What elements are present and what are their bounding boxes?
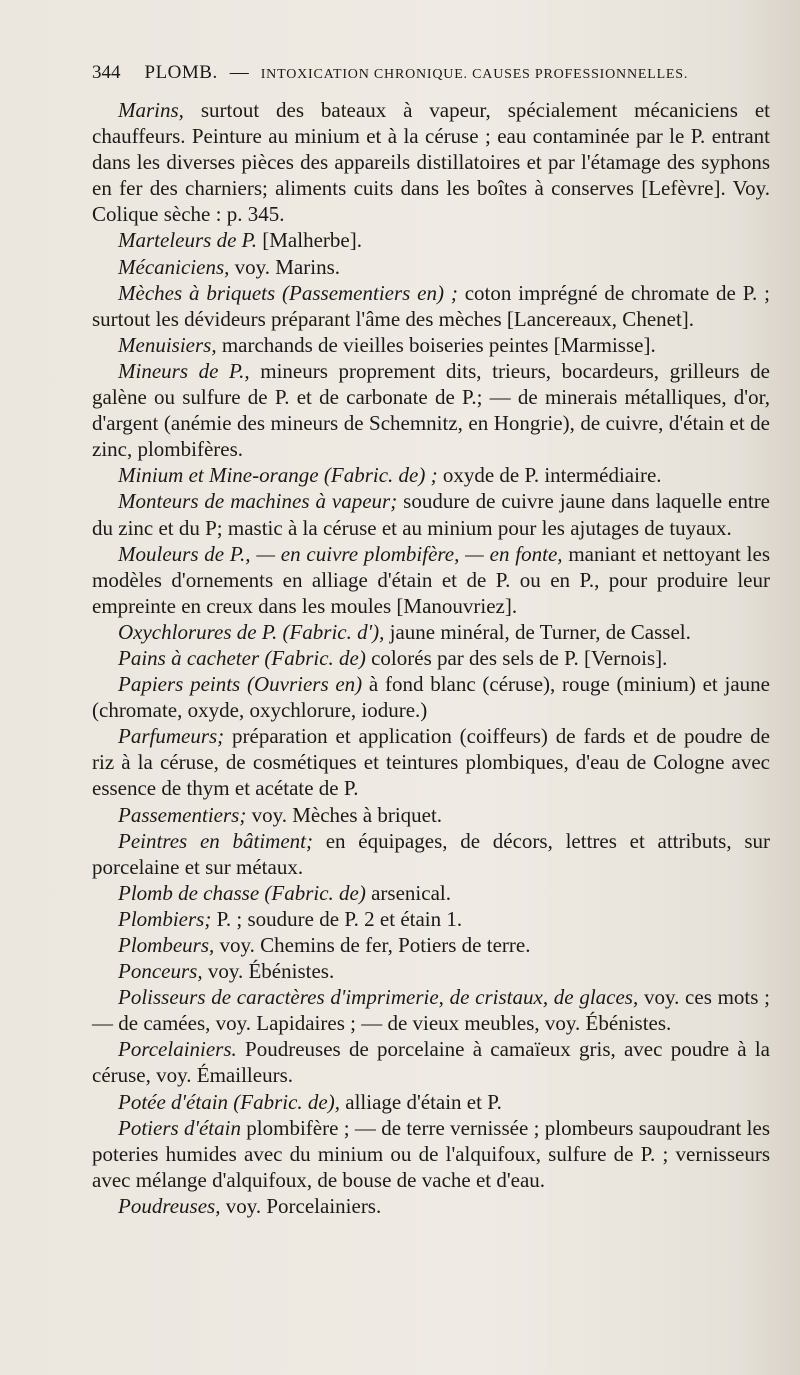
entry-text: voy. Porcelainiers. (220, 1193, 382, 1218)
entry-term: Minium et Mine-orange (Fabric. de) ; (118, 463, 438, 488)
entry-term: Pains à cacheter (Fabric. de) (118, 645, 366, 670)
entry-term: Oxychlorures de P. (Fabric. d'), (118, 619, 385, 644)
entry-term: Passementiers; (118, 802, 247, 827)
entry-text: préparation et application (coiffeurs) de fards et de poudre de riz à la céruse, de cosmétiques et teintures plombiques, d'eau de Cologne avec essence de thym et acétate de P. (92, 724, 770, 801)
entry-term: Ponceurs, (118, 959, 203, 984)
entry-pains (92, 645, 770, 671)
entry-text: en équipages, de décors, lettres et attributs, sur porcelaine et sur métaux. (92, 828, 770, 879)
entry-text: jaune minéral, de Turner, de Cassel. (384, 619, 691, 644)
entry-text: oxyde de P. intermédiaire. (437, 463, 662, 488)
entry-minium (92, 462, 770, 488)
entry-term: Poudreuses, (118, 1193, 221, 1218)
entry-monteurs (92, 488, 770, 540)
entry-term: Plombeurs, (118, 933, 215, 957)
entry-term: Mouleurs de P., — en cuivre plombifère, — en fonte, (118, 541, 563, 566)
entry-parfumeurs (92, 723, 770, 801)
entry-term: Porcelainiers. (118, 1037, 237, 1062)
entry-term: Polisseurs de caractères d'imprimerie, de cristaux, de glaces, (118, 985, 639, 1010)
entry-mineurs (92, 358, 770, 462)
entry-text: voy. Ébénistes. (202, 959, 335, 984)
entry-text: voy. Chemins de fer, Potiers de terre. (214, 933, 531, 957)
entry-papiers (92, 671, 770, 723)
entry-plomb-chasse (92, 880, 770, 906)
entry-poudreuses (92, 1193, 770, 1219)
entry-text: soudure de cuivre jaune dans laquelle entre du zinc et du P; mastic à la céruse et au minium pour les ajutages de tuyaux. (92, 489, 771, 540)
entry-text: mineurs proprement dits, trieurs, bocardeurs, grilleurs de galène ou sulfure de P. et de carbonate de P.; — de minerais métalliques, d'or, d'argent (anémie des mineurs de Schemnitz, en Hongrie), de cuivre, d'étain et de zinc, plombifères. (92, 358, 771, 462)
entry-porcelainiers (92, 1036, 770, 1088)
running-header (92, 62, 782, 90)
entry-text: coton imprégné de chromate de P. ; surtout les dévideurs préparant l'âme des mèches [Lancereaux, Chenet]. (92, 280, 770, 331)
entry-term: Parfumeurs; (118, 724, 225, 749)
entry-marins (92, 97, 770, 227)
entry-text: voy. Marins. (229, 254, 341, 279)
entry-term: Mèches à briquets (Passementiers en) ; (118, 280, 458, 305)
entry-term: Mineurs de P., (118, 358, 250, 383)
entry-term: Potiers d'étain (118, 1115, 241, 1140)
entry-menuisiers (92, 332, 770, 358)
entry-term: Mécaniciens, (118, 254, 230, 279)
entry-text: P. ; soudure de P. 2 et étain 1. (211, 906, 463, 931)
entry-term: Menuisiers, (118, 332, 217, 357)
entry-text: surtout des bateaux à vapeur, spécialement mécaniciens et chauffeurs. Peinture au minium et à la céruse ; eau contaminée par le P. entrant dans les diverses pièces des appareils distillatoires et par l'étamage des syphons en fer des charniers; aliments cuits dans les boîtes à conserves [Lefèvre]. Voy. Colique sèche : p. 345. (92, 98, 770, 227)
header-dash: — (229, 62, 249, 83)
entry-ponceurs (92, 958, 770, 984)
entry-text: Poudreuses de porcelaine à camaïeux gris, avec poudre à la céruse, voy. Émailleurs. (92, 1037, 770, 1088)
entry-potiers (92, 1115, 770, 1193)
entry-term: Plomb de chasse (Fabric. de) (118, 880, 366, 905)
entry-plombiers (92, 906, 770, 932)
entry-term: Marins, (118, 98, 184, 122)
entry-polisseurs (92, 984, 770, 1036)
entry-passementiers (92, 802, 770, 828)
entry-term: Potée d'étain (Fabric. de), (118, 1089, 340, 1114)
header-subtitle: INTOXICATION CHRONIQUE. CAUSES PROFESSIONNELLES. (260, 67, 689, 82)
entry-text: à fond blanc (céruse), rouge (minium) et jaune (chromate, oxyde, oxychlorure, iodure.) (92, 672, 770, 723)
entry-term: Plombiers; (118, 906, 212, 931)
entry-text: plombifère ; — de terre vernissée ; plombeurs saupoudrant les poteries humides avec du minium ou de l'alquifoux, sulfure de P. ; vernisseurs avec mélange d'alquifoux, de bouse de vache et d'eau. (92, 1115, 770, 1192)
entry-meches (92, 280, 770, 332)
entry-term: Monteurs de machines à vapeur; (118, 489, 398, 514)
entry-text: alliage d'étain et P. (340, 1089, 502, 1114)
page-number: 344 (92, 62, 121, 83)
entry-text: voy. Mèches à briquet. (246, 802, 443, 827)
entry-text: voy. ces mots ; — de camées, voy. Lapidaires ; — de vieux meubles, voy. Ébénistes. (92, 985, 770, 1036)
entry-text: colorés par des sels de P. [Vernois]. (365, 645, 668, 670)
entry-peintres (92, 828, 770, 880)
entry-text: [Malherbe]. (257, 228, 362, 253)
entry-oxychlorures (92, 619, 770, 645)
entry-mecaniciens (92, 254, 770, 280)
entry-mouleurs (92, 541, 770, 619)
header-title: PLOMB. (144, 62, 218, 83)
entry-text: maniant et nettoyant les modèles d'ornements en alliage d'étain et de P. ou en P., pour produire leur empreinte en creux dans les moules [Manouvriez]. (92, 541, 770, 618)
entry-term: Peintres en bâtiment; (118, 828, 313, 853)
entry-text: arsenical. (365, 880, 451, 905)
entry-term: Marteleurs de P. (118, 228, 258, 253)
entry-potee (92, 1089, 770, 1115)
entry-marteleurs (92, 227, 770, 253)
entry-term: Papiers peints (Ouvriers en) (118, 672, 363, 697)
entry-plombeurs (92, 932, 770, 958)
body-text (92, 97, 770, 1219)
entry-text: marchands de vieilles boiseries peintes [Marmisse]. (216, 332, 656, 357)
